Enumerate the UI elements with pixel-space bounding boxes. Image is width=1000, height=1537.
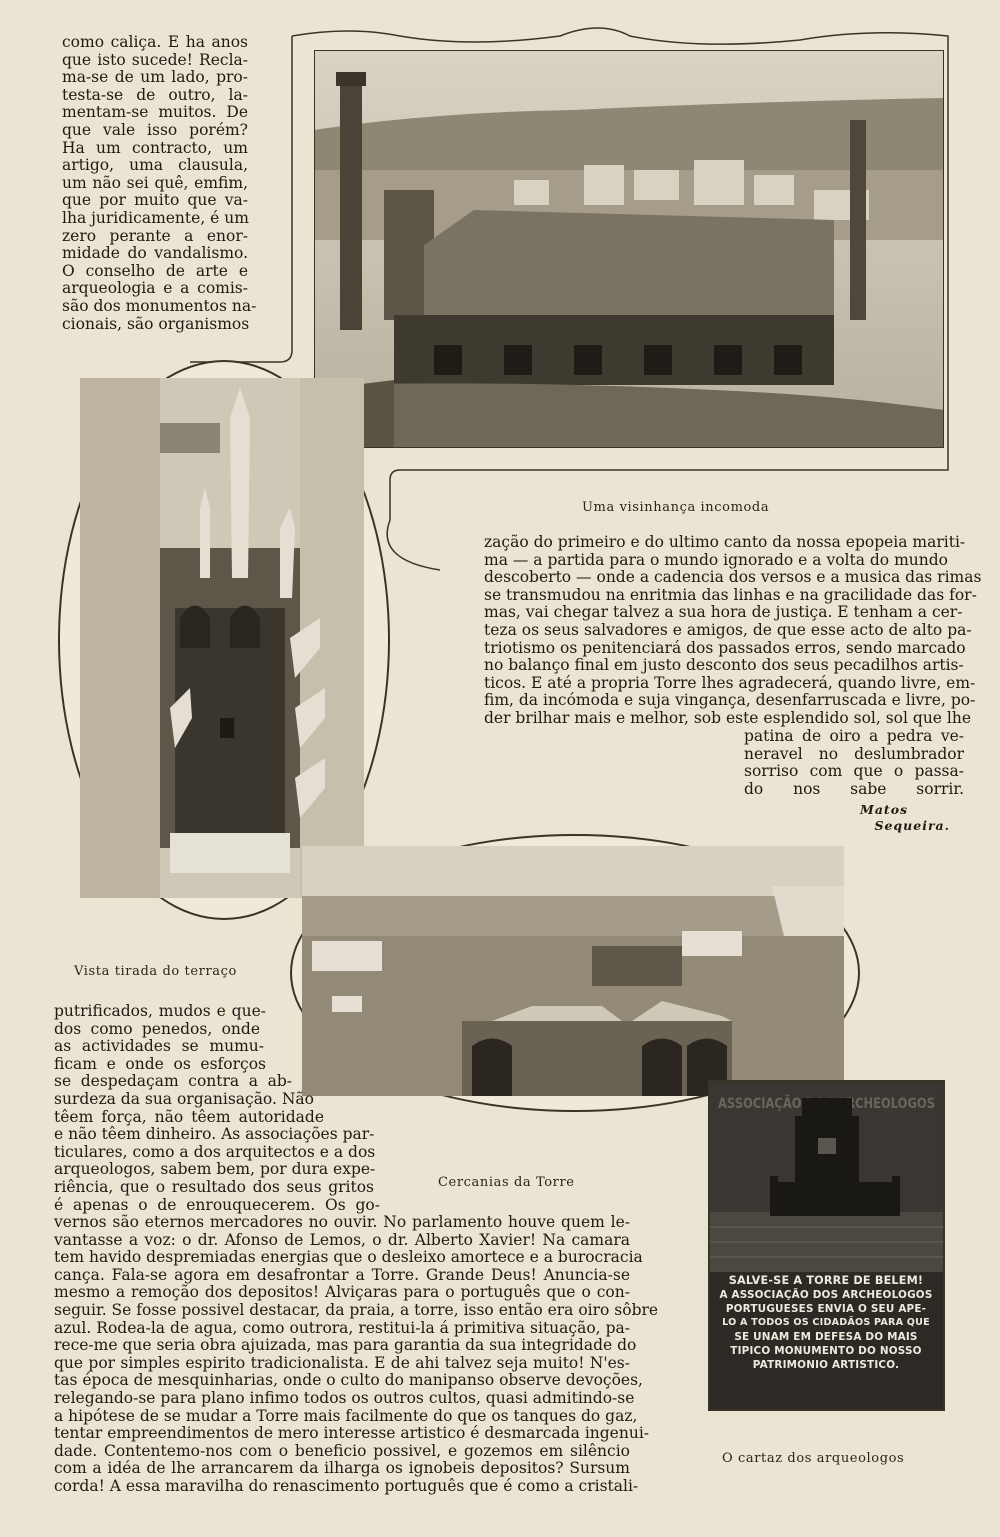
text-line: artigo, uma clausula, — [62, 156, 248, 175]
text-line: tem havido despremiadas energias que o desleixo amortece e a burocracia — [54, 1248, 643, 1267]
text-line: ficam e onde os esforços — [54, 1054, 266, 1073]
text-line: que por muito que va- — [62, 191, 248, 210]
caption-top-photo: Uma visinhança incomoda — [582, 500, 770, 515]
text-line: descoberto — onde a cadencia dos versos e a musica das rimas — [484, 568, 982, 587]
text-line: como caliça. E ha anos — [62, 33, 248, 51]
text-line: as actividades se mumu- — [54, 1037, 264, 1056]
text-line: lha juridicamente, é um — [62, 208, 249, 227]
text-line: surdeza da sua organisação. Não — [54, 1089, 314, 1108]
text-line: do nos sabe sorrir. — [744, 779, 964, 798]
text-line: são dos monumentos na- — [62, 296, 257, 315]
text-line: é apenas o de enrouquecerem. Os go- — [54, 1195, 380, 1214]
text-line: têem força, não têem autoridade — [54, 1107, 324, 1126]
text-line: que vale isso porém? — [62, 120, 248, 139]
signature-line: Sequeira. — [874, 818, 950, 833]
poster-line: SALVE-SE A TORRE DE BELEM! — [728, 1274, 924, 1287]
caption-oval-left: Vista tirada do terraço — [74, 964, 237, 979]
text-line: se despedaçam contra a ab- — [54, 1072, 292, 1091]
text-line: dade. Contentemo-nos com o beneficio possivel, e gozemos em silêncio — [54, 1441, 630, 1460]
top-left-column — [62, 33, 257, 333]
poster-line: PATRIMONIO ARTISTICO. — [752, 1359, 900, 1371]
text-line: midade do vandalismo. — [62, 244, 248, 263]
text-line: um não sei quê, emfim, — [62, 173, 248, 192]
photo-factory-border — [314, 50, 944, 448]
text-line: rece-me que seria obra ajuizada, mas para garantia da sua integridade do — [54, 1336, 637, 1355]
archaeologists-poster — [708, 1080, 945, 1411]
bottom-column — [54, 1213, 659, 1496]
text-line: dos como penedos, onde — [54, 1019, 260, 1038]
bottom-left-column — [54, 1003, 380, 1214]
text-line: azul. Rodea-la de agua, como outrora, restitui-la á primitiva situação, pa- — [54, 1318, 630, 1337]
poster-line: SE UNAM EM DEFESA DO MAIS — [734, 1331, 918, 1343]
caption-oval-bottom: Cercanias da Torre — [438, 1175, 575, 1190]
text-line: putrificados, mudos e que- — [54, 1002, 266, 1020]
right-column-tail — [744, 728, 964, 798]
text-line: arqueologia e a comis- — [62, 279, 248, 298]
text-line: arqueologos, sabem bem, por dura expe- — [54, 1160, 376, 1179]
text-line: zação do primeiro e do ultimo canto da nossa epopeia mariti- — [484, 533, 966, 551]
text-line: mas, vai chegar talvez a sua hora de justiça. E tenham a cer- — [484, 603, 963, 622]
text-line: relegando-se para plano infimo todos os outros cultos, quasi admitindo-se — [54, 1388, 635, 1407]
text-line: fim, da incómoda e suja vingança, desenfarruscada e livre, po- — [484, 691, 976, 710]
text-line: se transmudou na enritmia das linhas e na gracilidade das for- — [484, 585, 977, 604]
poster-line: LO A TODOS OS CIDADÃOS PARA QUE — [722, 1317, 930, 1328]
photo-terrace-view — [80, 378, 364, 898]
photo-surroundings — [302, 846, 844, 1096]
text-line: riência, que o resultado dos seus gritos — [54, 1177, 374, 1196]
text-line: der brilhar mais e melhor, sob este esplendido sol, sol que lhe — [484, 708, 972, 727]
text-line: zero perante a enor- — [62, 226, 248, 245]
right-column — [484, 533, 982, 728]
text-line: seguir. Se fosse possivel destacar, da praia, a torre, isso então era oiro sôbre — [54, 1300, 659, 1319]
poster-text — [716, 1274, 936, 1372]
text-line: mentam-se muitos. De — [62, 103, 248, 122]
text-line: a hipótese de se mudar a Torre mais facilmente do que os tanques do gaz, — [54, 1406, 638, 1425]
text-line: vernos são eternos mercadores no ouvir. No parlamento houve quem le- — [54, 1213, 630, 1231]
text-line: ma — a partida para o mundo ignorado e a volta do mundo — [484, 550, 948, 569]
text-line: com a idéa de lhe arrancarem da ilharga os ignobeis depositos? Sursum — [54, 1459, 630, 1478]
text-line: Ha um contracto, um — [62, 138, 248, 157]
text-line: tentar empreendimentos de mero interesse artistico é desmarcada ingenui- — [54, 1424, 650, 1443]
text-line: tas época de mesquinharias, onde o culto do manipanso observe devoções, — [54, 1371, 643, 1390]
text-line: e não têem dinheiro. As associações par- — [54, 1125, 375, 1144]
text-line: cionais, são organismos — [62, 314, 250, 333]
text-line: neravel no deslumbrador — [744, 744, 964, 763]
text-line: ma-se de um lado, pro- — [62, 68, 248, 87]
text-line: ticos. E até a propria Torre lhes agradecerá, quando livre, em- — [484, 673, 976, 692]
text-line: sorriso com que o passa- — [744, 762, 964, 781]
text-line: patina de oiro a pedra ve- — [744, 727, 964, 745]
text-line: vantasse a voz: o dr. Afonso de Lemos, o dr. Alberto Xavier! Na camara — [54, 1230, 630, 1249]
surroundings-illustration — [302, 846, 844, 1096]
text-line: corda! A essa maravilha do renascimento português que é como a cristali- — [54, 1476, 639, 1495]
text-line: que isto sucede! Recla- — [62, 50, 248, 69]
text-line: testa-se de outro, la- — [62, 85, 248, 104]
text-line: teza os seus salvadores e amigos, de que esse acto de alto pa- — [484, 620, 972, 639]
text-line: mesmo a remoção dos depositos! Alviçaras para o português que o con- — [54, 1283, 630, 1302]
text-line: no balanço final em justo desconto dos seus pecadilhos artis- — [484, 656, 964, 675]
poster-line: PORTUGUESES ENVIA O SEU APE- — [725, 1303, 927, 1315]
author-signature — [820, 802, 950, 834]
text-line: O conselho de arte e — [62, 261, 248, 280]
terrace-illustration — [80, 378, 364, 898]
caption-poster: O cartaz dos arqueologos — [722, 1451, 905, 1466]
poster-line: A ASSOCIAÇÃO DOS ARCHEOLOGOS — [719, 1289, 933, 1301]
text-line: triotismo os penitenciará dos passados erros, sendo marcado — [484, 638, 966, 657]
tower-illustration — [710, 1082, 943, 1272]
text-line: cança. Fala-se agora em desafrontar a Torre. Grande Deus! Anuncia-se — [54, 1265, 630, 1284]
poster-line: TIPICO MONUMENTO DO NOSSO — [730, 1345, 922, 1357]
signature-line: Matos — [860, 802, 909, 817]
text-line: ticulares, como a dos arquitectos e a dos — [54, 1142, 376, 1161]
text-line: que por simples espirito tradicionalista. E de ahi talvez seja muito! N'es- — [54, 1353, 630, 1372]
